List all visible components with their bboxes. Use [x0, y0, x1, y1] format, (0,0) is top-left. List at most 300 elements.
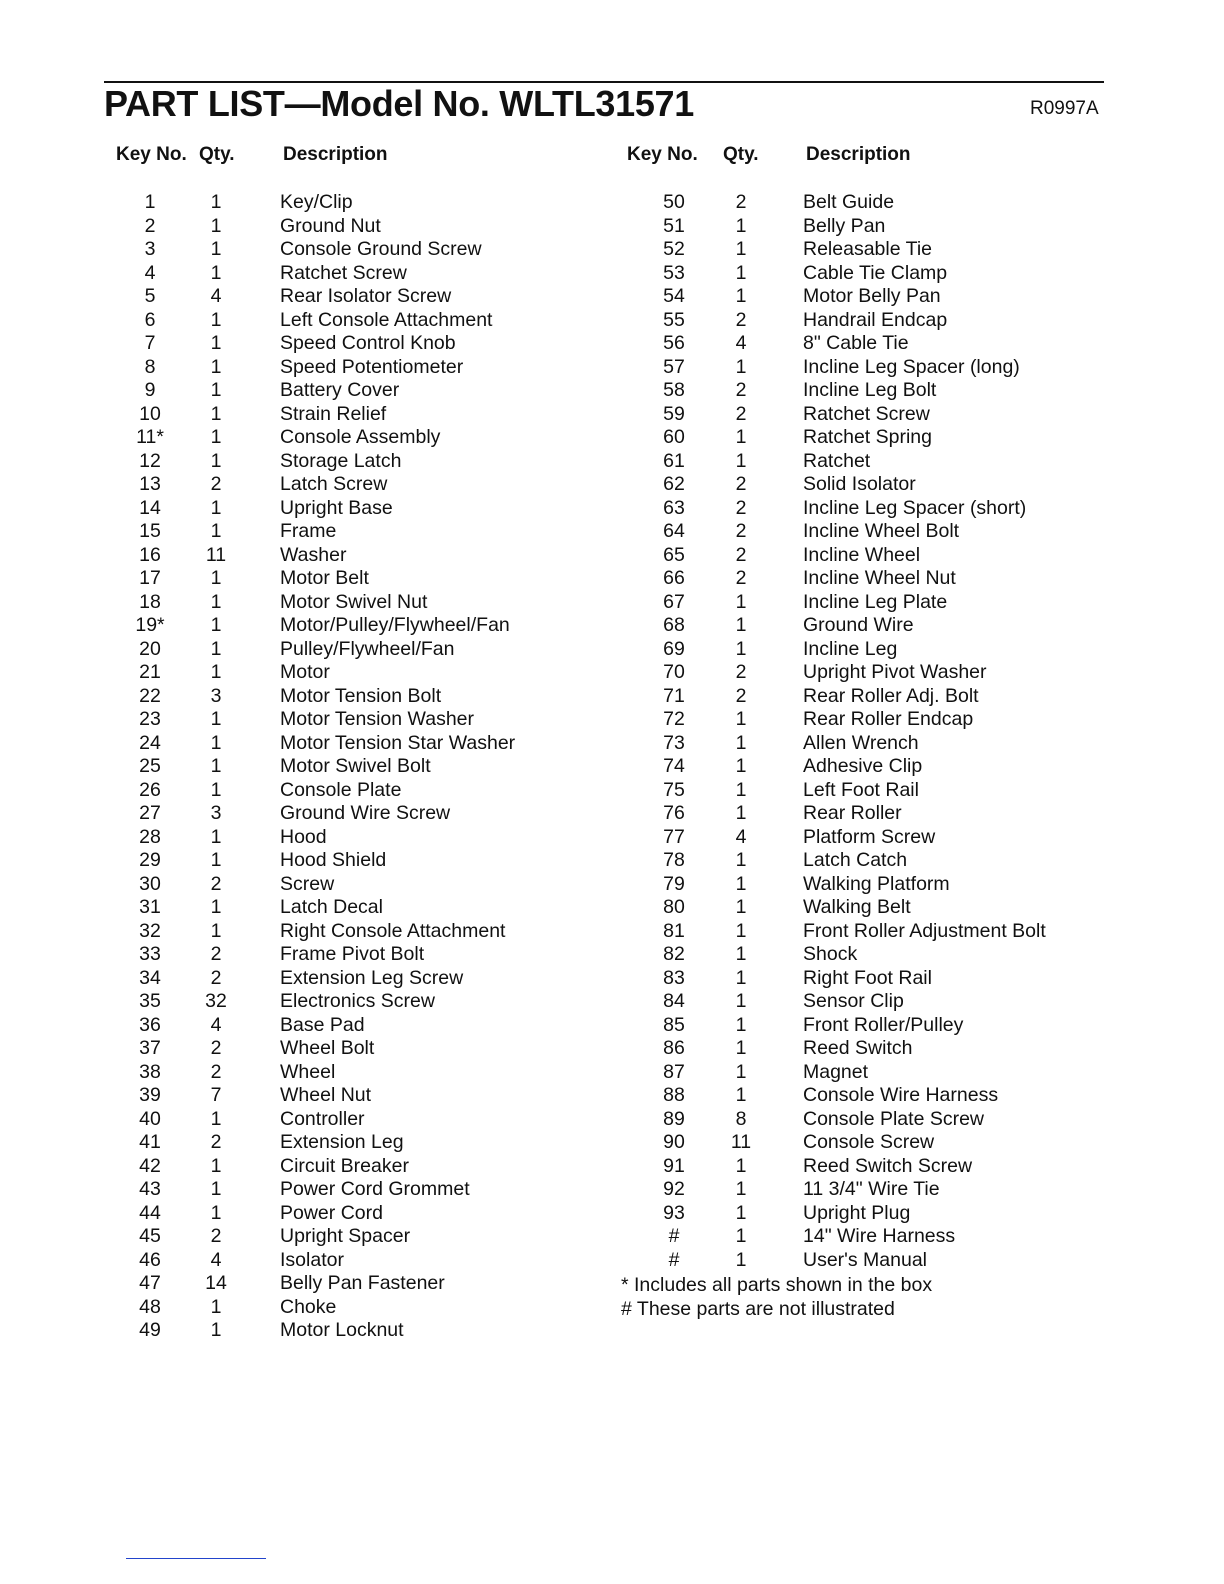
part-key-number: 85: [663, 1013, 685, 1036]
part-description: Incline Wheel Nut: [803, 567, 956, 589]
part-description: Belt Guide: [803, 191, 895, 213]
part-key-number: 82: [663, 943, 685, 965]
part-quantity: 32: [205, 990, 227, 1012]
part-quantity: 1: [735, 1248, 747, 1271]
part-key-number: 90: [663, 1131, 685, 1153]
part-key-number: 76: [663, 802, 685, 824]
part-description: Upright Base: [280, 496, 393, 519]
part-description: Allen Wrench: [803, 731, 919, 754]
part-quantity: 2: [735, 473, 747, 495]
part-description: User's Manual: [803, 1248, 928, 1271]
right-parts-list: [0, 191, 1224, 1272]
part-description: Cable Tie Clamp: [803, 261, 948, 284]
part-row: [0, 1202, 1224, 1226]
part-quantity: 2: [735, 520, 747, 542]
part-description: Incline Wheel Bolt: [803, 520, 960, 542]
part-quantity: 2: [735, 191, 747, 213]
part-quantity: 1: [735, 896, 747, 918]
part-quantity: 2: [735, 402, 747, 425]
part-key-number: 46: [139, 1248, 161, 1271]
part-key-number: 9: [144, 379, 156, 401]
part-row: [0, 238, 1224, 262]
part-description: 14" Wire Harness: [803, 1225, 956, 1247]
part-key-number: 81: [663, 919, 685, 942]
part-description: Ratchet: [803, 449, 871, 472]
part-quantity: 2: [210, 473, 222, 495]
part-row: [0, 755, 1224, 779]
part-key-number: 73: [663, 731, 685, 754]
part-quantity: 1: [210, 590, 222, 613]
part-quantity: 11: [730, 1131, 752, 1153]
part-description: Reed Switch: [803, 1037, 913, 1059]
part-key-number: 4: [144, 261, 156, 284]
part-row: [0, 896, 1224, 920]
part-key-number: 91: [663, 1154, 685, 1177]
part-key-number: 38: [139, 1060, 161, 1083]
part-quantity: 1: [210, 661, 222, 683]
part-quantity: 4: [210, 1248, 222, 1271]
part-description: Wheel Bolt: [280, 1037, 375, 1059]
part-key-number: 84: [663, 990, 685, 1012]
part-row: [0, 356, 1224, 380]
part-key-number: 36: [139, 1013, 161, 1036]
part-description: Console Plate: [280, 778, 402, 801]
part-description: Upright Plug: [803, 1201, 911, 1224]
part-description: Motor Locknut: [280, 1319, 404, 1341]
part-quantity: 2: [735, 684, 747, 707]
part-description: Controller: [280, 1107, 365, 1130]
left-qty-header: Qty.: [199, 144, 235, 165]
part-row: [0, 262, 1224, 286]
part-quantity: 1: [210, 520, 222, 542]
part-quantity: 4: [210, 285, 222, 307]
part-description: Front Roller Adjustment Bolt: [803, 919, 1046, 942]
part-description: 11 3/4" Wire Tie: [803, 1178, 940, 1200]
part-quantity: 1: [735, 778, 747, 801]
part-description: Shock: [803, 943, 858, 965]
part-quantity: 2: [210, 966, 222, 989]
bottom-divider: [126, 1558, 266, 1559]
part-quantity: 1: [210, 214, 222, 237]
part-key-number: 68: [663, 614, 685, 636]
part-row: [0, 638, 1224, 662]
part-description: Wheel: [280, 1060, 336, 1083]
part-description: Console Screw: [803, 1131, 935, 1153]
part-quantity: 2: [210, 1060, 222, 1083]
part-key-number: 59: [663, 402, 685, 425]
part-row: [0, 285, 1224, 309]
part-description: Magnet: [803, 1060, 869, 1083]
right-key-header: Key No.: [627, 144, 698, 165]
part-description: Left Foot Rail: [803, 778, 919, 801]
part-description: Hood: [280, 825, 327, 848]
part-description: Left Console Attachment: [280, 308, 493, 331]
part-description: Ground Wire Screw: [280, 802, 451, 824]
part-key-number: 69: [663, 637, 685, 660]
part-quantity: 1: [210, 849, 222, 871]
part-description: Power Cord: [280, 1201, 383, 1224]
part-row: [0, 1084, 1224, 1108]
part-description: Strain Relief: [280, 402, 387, 425]
part-quantity: 4: [735, 332, 747, 354]
part-row: [0, 849, 1224, 873]
part-quantity: 14: [205, 1272, 227, 1294]
part-row: [0, 826, 1224, 850]
part-description: Incline Leg Spacer (short): [803, 496, 1027, 519]
part-key-number: 48: [139, 1295, 161, 1318]
part-quantity: 1: [210, 496, 222, 519]
part-row: [0, 1178, 1224, 1202]
part-description: Incline Leg: [803, 637, 898, 660]
part-key-number: 45: [139, 1225, 161, 1247]
part-description: Reed Switch Screw: [803, 1154, 973, 1177]
part-quantity: 1: [735, 943, 747, 965]
part-description: Electronics Screw: [280, 990, 435, 1012]
part-key-number: 35: [139, 990, 161, 1012]
part-description: Extension Leg Screw: [280, 966, 464, 989]
part-key-number: 72: [663, 708, 685, 730]
part-quantity: 1: [210, 919, 222, 942]
part-row: [0, 1014, 1224, 1038]
part-key-number: 55: [663, 308, 685, 331]
part-quantity: 2: [735, 661, 747, 683]
part-quantity: 1: [210, 379, 222, 401]
part-quantity: 2: [210, 872, 222, 895]
part-key-number: 5: [144, 285, 156, 307]
part-description: Circuit Breaker: [280, 1154, 409, 1177]
part-key-number: 24: [139, 731, 161, 754]
part-key-number: 51: [663, 214, 685, 237]
part-key-number: 50: [663, 191, 685, 213]
part-description: Incline Leg Spacer (long): [803, 355, 1020, 378]
part-row: [0, 215, 1224, 239]
part-description: Rear Roller Endcap: [803, 708, 974, 730]
part-description: Incline Wheel: [803, 543, 921, 566]
part-quantity: 1: [210, 191, 222, 213]
part-key-number: 54: [663, 285, 685, 307]
part-quantity: 1: [210, 708, 222, 730]
part-quantity: 1: [735, 1154, 747, 1177]
part-key-number: 44: [139, 1201, 161, 1224]
part-description: Walking Belt: [803, 896, 911, 918]
part-quantity: 1: [735, 849, 747, 871]
part-quantity: 1: [735, 966, 747, 989]
part-quantity: 1: [735, 802, 747, 824]
part-key-number: 92: [663, 1178, 685, 1200]
part-key-number: 25: [139, 755, 161, 777]
part-row: [0, 1319, 600, 1343]
part-row: [0, 1108, 1224, 1132]
part-quantity: 1: [210, 1107, 222, 1130]
part-quantity: 1: [735, 214, 747, 237]
part-quantity: 1: [735, 1201, 747, 1224]
part-key-number: 19*: [135, 614, 165, 636]
part-row: [0, 1249, 1224, 1273]
part-key-number: 13: [139, 473, 161, 495]
part-key-number: 23: [139, 708, 161, 730]
part-quantity: 2: [735, 543, 747, 566]
part-quantity: 1: [735, 614, 747, 636]
part-description: Upright Pivot Washer: [803, 661, 987, 683]
part-quantity: 1: [735, 731, 747, 754]
part-row: [0, 1037, 1224, 1061]
part-quantity: 1: [735, 708, 747, 730]
part-description: Isolator: [280, 1248, 344, 1271]
part-key-number: 39: [139, 1084, 161, 1106]
part-key-number: 86: [663, 1037, 685, 1059]
part-key-number: 71: [663, 684, 685, 707]
part-key-number: 21: [139, 661, 161, 683]
part-row: [0, 426, 1224, 450]
part-quantity: 1: [735, 755, 747, 777]
part-description: Battery Cover: [280, 379, 400, 401]
part-description: Ratchet Screw: [803, 402, 930, 425]
part-quantity: 1: [735, 1225, 747, 1247]
part-row: [0, 1225, 1224, 1249]
part-key-number: 31: [139, 896, 161, 918]
part-key-number: 89: [663, 1107, 685, 1130]
part-description: Washer: [280, 543, 347, 566]
part-quantity: 1: [735, 261, 747, 284]
part-description: Hood Shield: [280, 849, 387, 871]
part-description: Latch Catch: [803, 849, 908, 871]
part-quantity: 1: [735, 990, 747, 1012]
part-description: Rear Isolator Screw: [280, 285, 452, 307]
part-key-number: 87: [663, 1060, 685, 1083]
part-row: [0, 802, 1224, 826]
part-key-number: 2: [144, 214, 156, 237]
part-description: Motor Swivel Bolt: [280, 755, 431, 777]
part-quantity: 1: [210, 1201, 222, 1224]
part-row: [0, 520, 1224, 544]
part-description: Belly Pan: [803, 214, 886, 237]
part-key-number: 52: [663, 238, 685, 260]
part-description: Speed Control Knob: [280, 332, 456, 354]
part-quantity: 1: [210, 308, 222, 331]
part-quantity: 1: [210, 637, 222, 660]
part-quantity: 1: [210, 402, 222, 425]
part-description: Sensor Clip: [803, 990, 904, 1012]
part-quantity: 1: [735, 1060, 747, 1083]
part-row: [0, 967, 1224, 991]
part-quantity: 1: [210, 755, 222, 777]
part-row: [0, 379, 1224, 403]
part-key-number: 17: [139, 567, 161, 589]
part-row: [0, 1155, 1224, 1179]
part-description: Rear Roller Adj. Bolt: [803, 684, 979, 707]
part-description: Releasable Tie: [803, 238, 932, 260]
part-description: Belly Pan Fastener: [280, 1272, 445, 1294]
part-key-number: 75: [663, 778, 685, 801]
part-quantity: 1: [735, 637, 747, 660]
part-key-number: 58: [663, 379, 685, 401]
part-key-number: 62: [663, 473, 685, 495]
part-description: Motor: [280, 661, 330, 683]
part-key-number: 26: [139, 778, 161, 801]
part-key-number: 66: [663, 567, 685, 589]
part-quantity: 11: [205, 543, 227, 566]
part-key-number: 47: [139, 1272, 161, 1294]
part-description: Motor/Pulley/Flywheel/Fan: [280, 614, 510, 636]
part-row: [0, 779, 1224, 803]
part-quantity: 1: [210, 567, 222, 589]
part-row: [0, 403, 1224, 427]
part-key-number: 79: [663, 872, 685, 895]
part-key-number: 15: [139, 520, 161, 542]
part-key-number: 53: [663, 261, 685, 284]
part-row: [0, 191, 1224, 215]
part-key-number: 16: [139, 543, 161, 566]
part-key-number: 28: [139, 825, 161, 848]
part-key-number: 18: [139, 590, 161, 613]
part-row: [0, 661, 1224, 685]
part-quantity: 1: [735, 1037, 747, 1059]
part-key-number: #: [668, 1248, 680, 1271]
part-row: [0, 567, 1224, 591]
part-key-number: 88: [663, 1084, 685, 1106]
part-quantity: 1: [210, 825, 222, 848]
part-key-number: 29: [139, 849, 161, 871]
part-key-number: 37: [139, 1037, 161, 1059]
part-description: Motor Belly Pan: [803, 285, 941, 307]
part-quantity: 2: [735, 567, 747, 589]
part-description: Ratchet Spring: [803, 426, 932, 448]
part-description: Power Cord Grommet: [280, 1178, 470, 1200]
right-qty-header: Qty.: [723, 144, 759, 165]
part-row: [0, 943, 1224, 967]
part-description: Frame Pivot Bolt: [280, 943, 425, 965]
part-row: [0, 708, 1224, 732]
part-key-number: 56: [663, 332, 685, 354]
part-row: [0, 1061, 1224, 1085]
part-description: Base Pad: [280, 1013, 365, 1036]
part-row: [0, 614, 1224, 638]
part-description: Motor Tension Bolt: [280, 684, 442, 707]
part-description: Choke: [280, 1295, 337, 1318]
left-description-header: Description: [283, 144, 388, 165]
part-description: Storage Latch: [280, 449, 402, 472]
part-key-number: 40: [139, 1107, 161, 1130]
part-description: Incline Leg Plate: [803, 590, 948, 613]
part-quantity: 1: [210, 896, 222, 918]
part-description: Screw: [280, 872, 335, 895]
part-description: Console Ground Screw: [280, 238, 482, 260]
part-description: Adhesive Clip: [803, 755, 923, 777]
part-key-number: 70: [663, 661, 685, 683]
part-key-number: 83: [663, 966, 685, 989]
part-quantity: 1: [735, 919, 747, 942]
part-description: Extension Leg: [280, 1131, 404, 1153]
part-description: Speed Potentiometer: [280, 355, 464, 378]
part-description: Motor Belt: [280, 567, 369, 589]
part-row: [0, 990, 1224, 1014]
part-quantity: 1: [210, 426, 222, 448]
part-row: [0, 685, 1224, 709]
part-quantity: 1: [210, 778, 222, 801]
part-description: Rear Roller: [803, 802, 902, 824]
part-key-number: 42: [139, 1154, 161, 1177]
part-key-number: 22: [139, 684, 161, 707]
part-key-number: 12: [139, 449, 161, 472]
part-key-number: 41: [139, 1131, 161, 1153]
part-quantity: 1: [210, 1154, 222, 1177]
part-quantity: 1: [735, 872, 747, 895]
part-description: Right Foot Rail: [803, 966, 932, 989]
part-quantity: 2: [735, 379, 747, 401]
part-description: Console Assembly: [280, 426, 441, 448]
part-key-number: 65: [663, 543, 685, 566]
part-description: Incline Leg Bolt: [803, 379, 937, 401]
part-quantity: 1: [735, 1178, 747, 1200]
part-key-number: 33: [139, 943, 161, 965]
part-row: [0, 309, 1224, 333]
part-quantity: 3: [210, 802, 222, 824]
part-quantity: 4: [735, 825, 747, 848]
part-key-number: 63: [663, 496, 685, 519]
part-quantity: 1: [210, 449, 222, 472]
part-description: Wheel Nut: [280, 1084, 372, 1106]
part-quantity: 2: [735, 496, 747, 519]
document-code: R0997A: [1030, 98, 1099, 119]
part-quantity: 1: [210, 614, 222, 636]
part-row: [0, 1272, 600, 1296]
part-quantity: 1: [210, 731, 222, 754]
right-description-header: Description: [806, 144, 911, 165]
part-key-number: 3: [144, 238, 156, 260]
part-row: [0, 591, 1224, 615]
part-quantity: 1: [735, 1084, 747, 1106]
part-description: Right Console Attachment: [280, 919, 506, 942]
part-key-number: 60: [663, 426, 685, 448]
part-key-number: 7: [144, 332, 156, 354]
footnote-includes: * Includes all parts shown in the box: [621, 1274, 933, 1296]
part-quantity: 2: [210, 1225, 222, 1247]
part-description: Motor Tension Washer: [280, 708, 475, 730]
part-quantity: 1: [210, 1178, 222, 1200]
part-key-number: 20: [139, 637, 161, 660]
part-description: Ground Nut: [280, 214, 381, 237]
part-quantity: 1: [210, 332, 222, 354]
part-row: [0, 1296, 600, 1320]
part-key-number: 64: [663, 520, 685, 542]
part-key-number: 57: [663, 355, 685, 378]
part-key-number: 77: [663, 825, 685, 848]
part-description: Platform Screw: [803, 825, 936, 848]
part-quantity: 7: [210, 1084, 222, 1106]
part-key-number: #: [668, 1225, 680, 1247]
part-key-number: 34: [139, 966, 161, 989]
part-description: 8" Cable Tie: [803, 332, 909, 354]
part-quantity: 2: [210, 1037, 222, 1059]
part-quantity: 1: [210, 1319, 222, 1341]
part-key-number: 11*: [136, 426, 164, 448]
part-row: [0, 544, 1224, 568]
part-quantity: 1: [210, 355, 222, 378]
part-description: Upright Spacer: [280, 1225, 411, 1247]
part-description: Ratchet Screw: [280, 261, 407, 284]
part-quantity: 1: [735, 449, 747, 472]
part-row: [0, 1131, 1224, 1155]
part-description: Pulley/Flywheel/Fan: [280, 637, 455, 660]
part-description: Ground Wire: [803, 614, 914, 636]
part-description: Motor Tension Star Washer: [280, 731, 516, 754]
part-quantity: 1: [735, 590, 747, 613]
part-quantity: 1: [210, 1295, 222, 1318]
part-quantity: 8: [735, 1107, 747, 1130]
part-description: Handrail Endcap: [803, 308, 948, 331]
part-key-number: 78: [663, 849, 685, 871]
part-row: [0, 473, 1224, 497]
